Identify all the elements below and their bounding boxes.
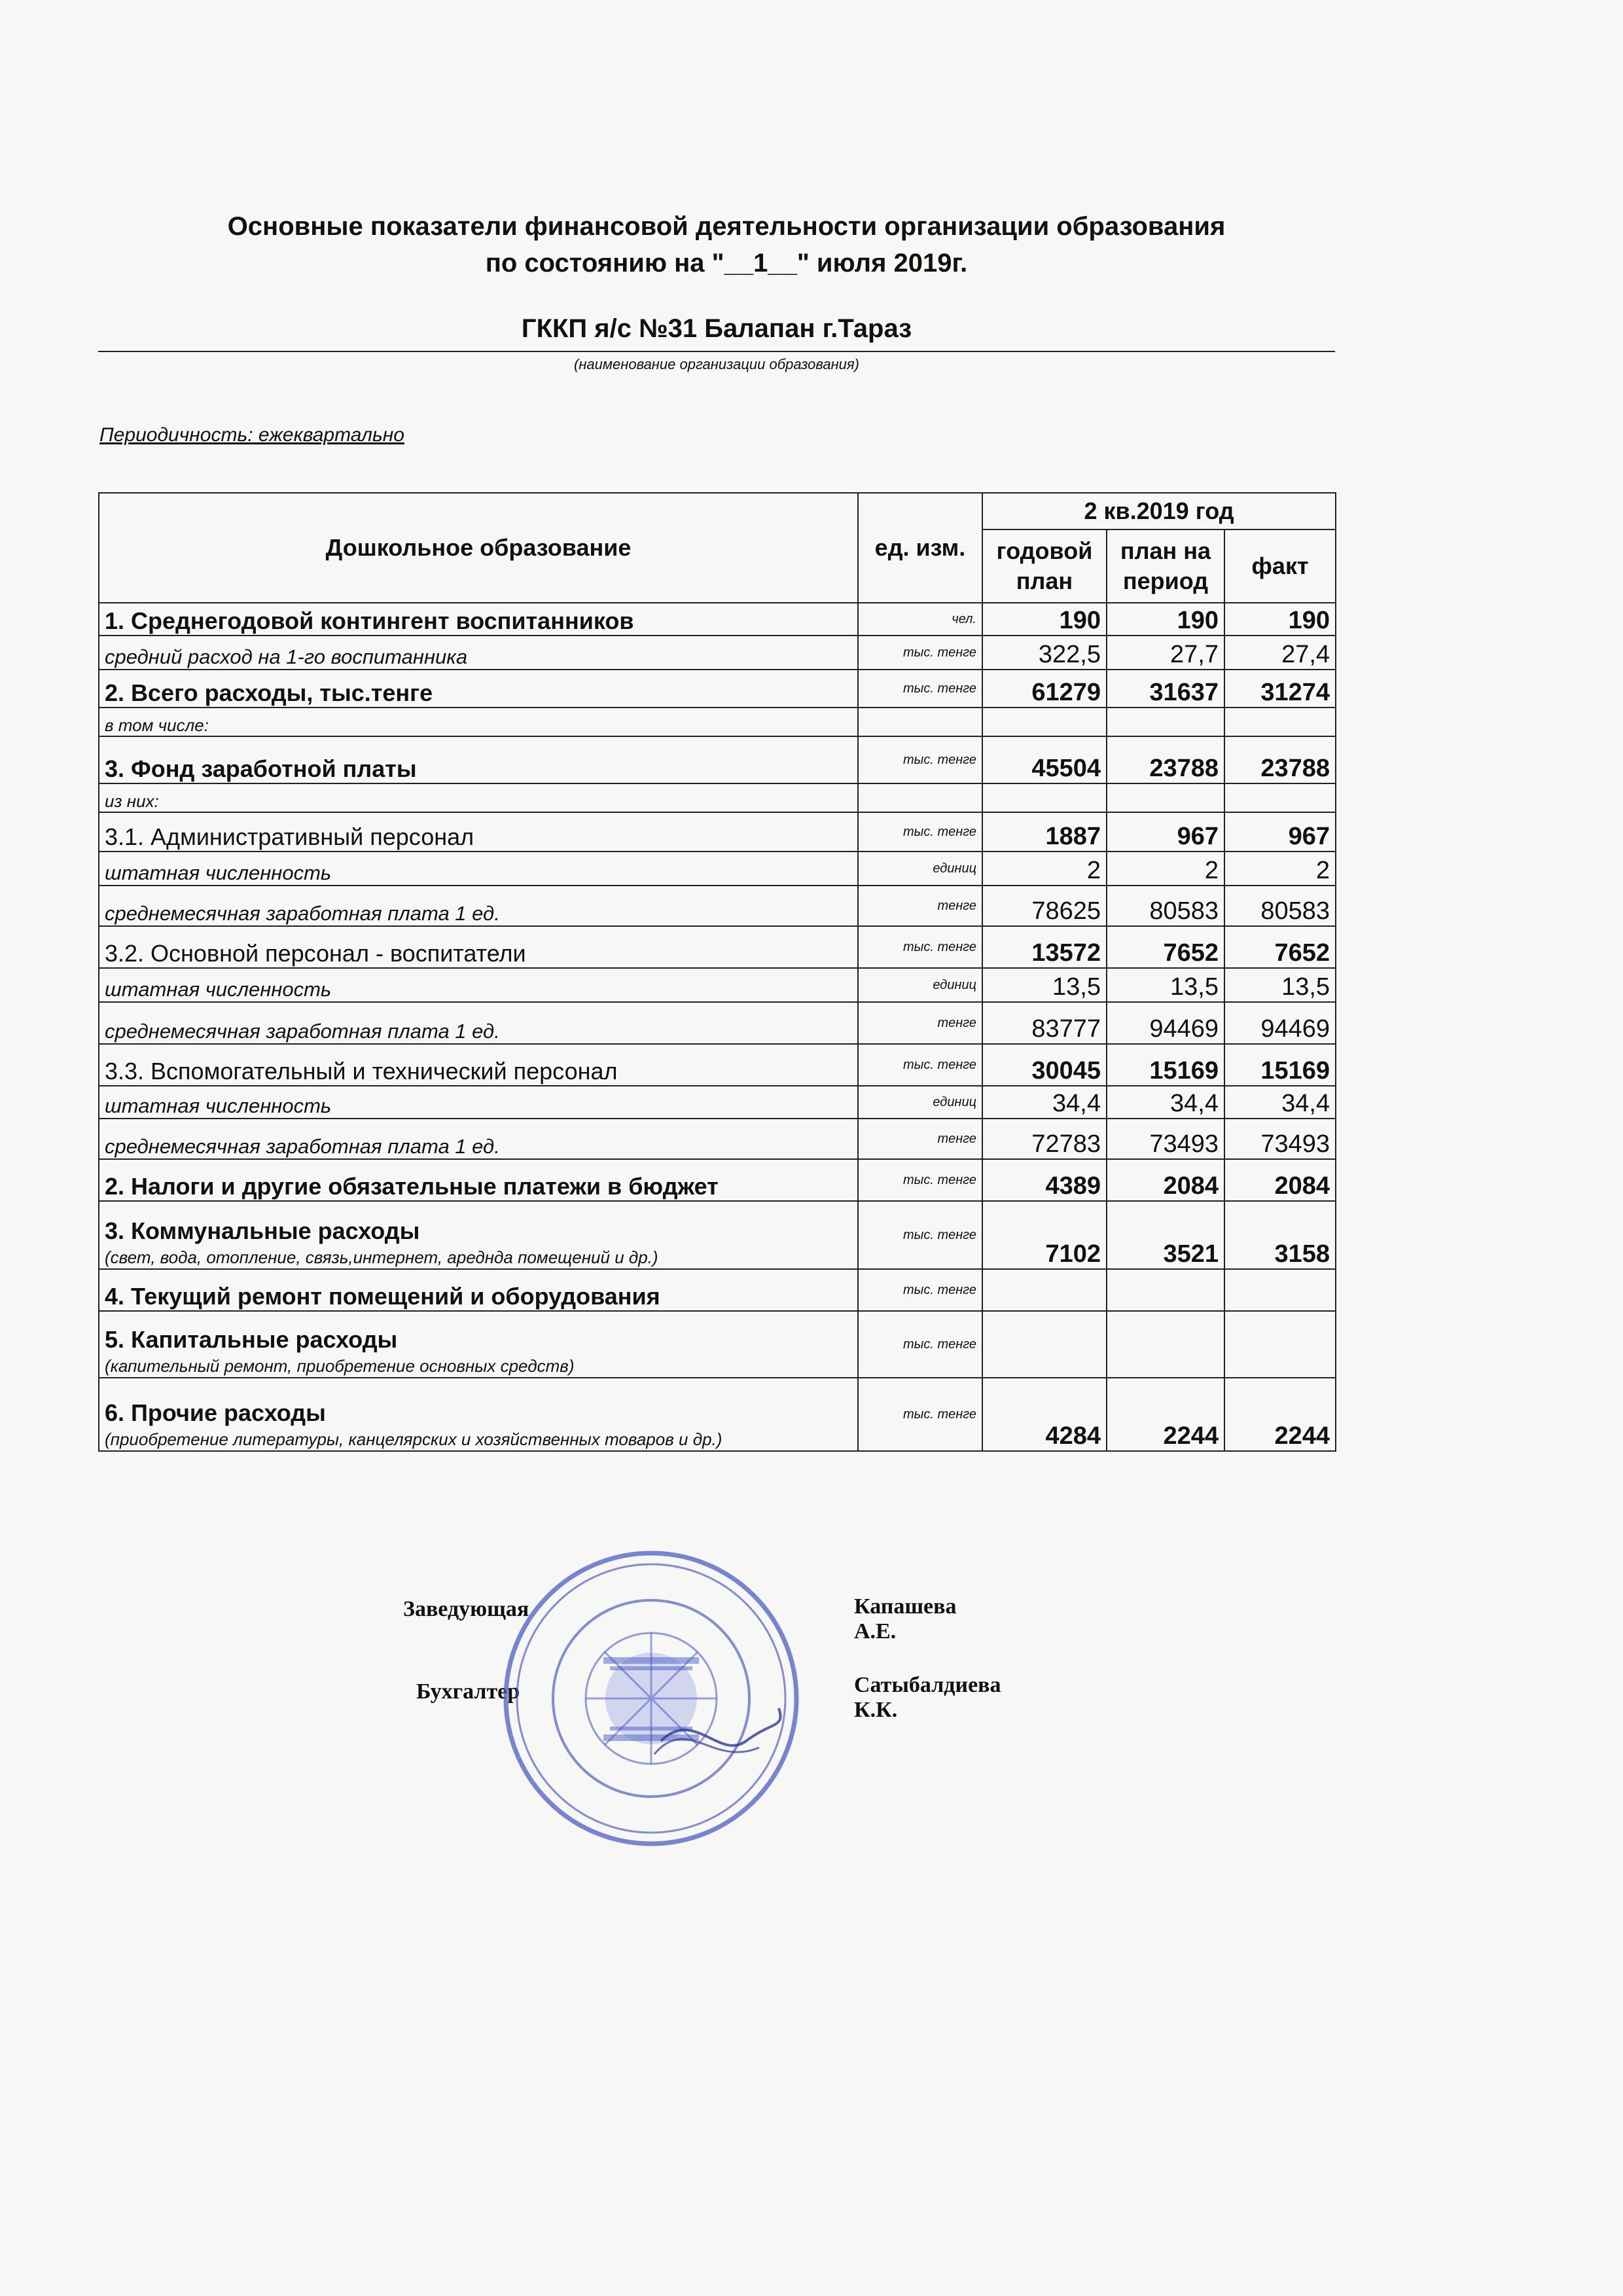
- table-row: [99, 812, 1336, 852]
- row-name: 3. Фонд заработной платы: [99, 736, 858, 783]
- organization-underline: [98, 351, 1335, 352]
- row-value-fact: [1224, 708, 1336, 736]
- row-name-note: (капительный ремонт, приобретение основных средств): [105, 1356, 575, 1376]
- row-value-fact: 73493: [1224, 1119, 1336, 1159]
- row-unit: тыс. тенге: [858, 736, 982, 783]
- financial-table: [98, 492, 1336, 1452]
- row-value-fact: 13,5: [1224, 968, 1336, 1002]
- table-row: [99, 708, 1336, 736]
- row-name: 3.2. Основной персонал - воспитатели: [99, 926, 858, 968]
- row-name: 1. Среднегодовой контингент воспитанников: [99, 603, 858, 636]
- row-unit: тыс. тенге: [858, 812, 982, 852]
- row-value-plan: [1107, 708, 1224, 736]
- row-value-annual: 78625: [982, 886, 1107, 926]
- row-value-annual: [982, 1311, 1107, 1378]
- row-value-plan: 94469: [1107, 1002, 1224, 1044]
- row-value-plan: [1107, 1311, 1224, 1378]
- table-row: [99, 1119, 1336, 1159]
- row-value-plan: 13,5: [1107, 968, 1224, 1002]
- row-unit: единиц: [858, 852, 982, 886]
- row-value-annual: 322,5: [982, 636, 1107, 670]
- row-name-main: 3. Коммунальные расходы: [105, 1217, 420, 1244]
- row-name: 3.3. Вспомогательный и технический персонал: [99, 1044, 858, 1086]
- row-unit: тыс. тенге: [858, 926, 982, 968]
- row-name: штатная численность: [99, 968, 858, 1002]
- row-unit: тыс. тенге: [858, 1311, 982, 1378]
- row-value-plan: 2084: [1107, 1159, 1224, 1201]
- row-unit: тыс. тенге: [858, 1269, 982, 1311]
- table-row: [99, 1201, 1336, 1269]
- table-row: [99, 1159, 1336, 1201]
- row-value-fact: 31274: [1224, 670, 1336, 708]
- row-value-annual: 190: [982, 603, 1107, 636]
- row-value-annual: [982, 1269, 1107, 1311]
- row-unit: единиц: [858, 1086, 982, 1119]
- row-value-fact: 7652: [1224, 926, 1336, 968]
- header-fact: факт: [1224, 529, 1336, 603]
- header-period: 2 кв.2019 год: [982, 493, 1336, 529]
- row-value-fact: 80583: [1224, 886, 1336, 926]
- row-value-plan: 2: [1107, 852, 1224, 886]
- row-value-fact: [1224, 783, 1336, 812]
- row-name: [99, 1201, 858, 1269]
- header-unit: ед. изм.: [858, 493, 982, 603]
- row-value-fact: 2084: [1224, 1159, 1336, 1201]
- row-unit: тыс. тенге: [858, 1044, 982, 1086]
- table-row: [99, 1002, 1336, 1044]
- row-value-plan: 80583: [1107, 886, 1224, 926]
- row-name: среднемесячная заработная плата 1 ед.: [99, 1119, 858, 1159]
- row-value-fact: 27,4: [1224, 636, 1336, 670]
- row-unit: чел.: [858, 603, 982, 636]
- row-value-plan: [1107, 1269, 1224, 1311]
- table-row: [99, 852, 1336, 886]
- table-row: [99, 1269, 1336, 1311]
- row-value-fact: [1224, 1311, 1336, 1378]
- row-unit: [858, 708, 982, 736]
- row-value-annual: 13572: [982, 926, 1107, 968]
- row-name-main: 6. Прочие расходы: [105, 1399, 326, 1426]
- accountant-label: Бухгалтер: [416, 1679, 520, 1704]
- row-value-fact: 3158: [1224, 1201, 1336, 1269]
- row-name: 2. Налоги и другие обязательные платежи в бюджет: [99, 1159, 858, 1201]
- row-value-fact: 15169: [1224, 1044, 1336, 1086]
- row-name: в том числе:: [99, 708, 858, 736]
- row-value-plan: 15169: [1107, 1044, 1224, 1086]
- row-unit: тыс. тенге: [858, 670, 982, 708]
- row-unit: тыс. тенге: [858, 1201, 982, 1269]
- row-name: [99, 1311, 858, 1378]
- accountant-name: Сатыбалдиева К.К.: [854, 1673, 1001, 1722]
- row-value-plan: 31637: [1107, 670, 1224, 708]
- row-name: среднемесячная заработная плата 1 ед.: [99, 1002, 858, 1044]
- table-body: [99, 603, 1336, 1451]
- row-value-annual: 2: [982, 852, 1107, 886]
- table-row: [99, 1044, 1336, 1086]
- row-value-plan: 34,4: [1107, 1086, 1224, 1119]
- official-stamp-seal: [497, 1545, 805, 1852]
- row-name: 2. Всего расходы, тыс.тенге: [99, 670, 858, 708]
- row-unit: [858, 783, 982, 812]
- row-value-fact: 23788: [1224, 736, 1336, 783]
- row-value-annual: 45504: [982, 736, 1107, 783]
- row-value-fact: 190: [1224, 603, 1336, 636]
- row-value-annual: 1887: [982, 812, 1107, 852]
- row-value-annual: [982, 708, 1107, 736]
- table-row: [99, 1086, 1336, 1119]
- periodicity: Периодичность: ежеквартально: [99, 424, 404, 446]
- row-unit: тыс. тенге: [858, 1159, 982, 1201]
- row-name: из них:: [99, 783, 858, 812]
- row-name: штатная численность: [99, 852, 858, 886]
- row-value-annual: 83777: [982, 1002, 1107, 1044]
- row-name-note: (приобретение литературы, канцелярских и хозяйственных товаров и др.): [105, 1429, 722, 1449]
- row-unit: единиц: [858, 968, 982, 1002]
- table-row: [99, 783, 1336, 812]
- row-unit: тыс. тенге: [858, 1378, 982, 1451]
- table-row: [99, 886, 1336, 926]
- row-value-plan: 190: [1107, 603, 1224, 636]
- row-value-annual: 4389: [982, 1159, 1107, 1201]
- row-value-annual: 7102: [982, 1201, 1107, 1269]
- header-section: Дошкольное образование: [99, 493, 858, 603]
- row-value-plan: 73493: [1107, 1119, 1224, 1159]
- table-row: [99, 926, 1336, 968]
- row-unit: тенге: [858, 1002, 982, 1044]
- row-value-plan: 3521: [1107, 1201, 1224, 1269]
- row-name: 3.1. Административный персонал: [99, 812, 858, 852]
- row-value-plan: [1107, 783, 1224, 812]
- row-name: штатная численность: [99, 1086, 858, 1119]
- row-value-annual: 34,4: [982, 1086, 1107, 1119]
- row-name-note: (свет, вода, отопление, связь,интернет, ареднда помещений и др.): [105, 1247, 658, 1267]
- table-row: [99, 1311, 1336, 1378]
- organization-caption: (наименование организации образования): [574, 356, 859, 372]
- header-annual-plan: годовой план: [982, 529, 1107, 603]
- row-value-plan: 27,7: [1107, 636, 1224, 670]
- head-label: Заведующая: [403, 1597, 529, 1621]
- row-value-plan: 23788: [1107, 736, 1224, 783]
- title-line-2: по состоянию на "__1__" июля 2019г.: [485, 249, 968, 278]
- organization-name: ГККП я/с №31 Балапан г.Тараз: [521, 314, 912, 343]
- table-row: [99, 636, 1336, 670]
- row-value-plan: 7652: [1107, 926, 1224, 968]
- row-value-fact: 34,4: [1224, 1086, 1336, 1119]
- table-row: [99, 968, 1336, 1002]
- row-value-fact: 967: [1224, 812, 1336, 852]
- row-value-annual: [982, 783, 1107, 812]
- row-name: 4. Текущий ремонт помещений и оборудования: [99, 1269, 858, 1311]
- row-value-fact: 2244: [1224, 1378, 1336, 1451]
- row-value-annual: 72783: [982, 1119, 1107, 1159]
- table-row: [99, 603, 1336, 636]
- row-unit: тенге: [858, 1119, 982, 1159]
- row-value-fact: 2: [1224, 852, 1336, 886]
- row-value-annual: 13,5: [982, 968, 1107, 1002]
- row-value-plan: 2244: [1107, 1378, 1224, 1451]
- table-row: [99, 736, 1336, 783]
- row-value-plan: 967: [1107, 812, 1224, 852]
- row-unit: тенге: [858, 886, 982, 926]
- row-name-main: 5. Капитальные расходы: [105, 1326, 398, 1353]
- head-name: Капашева А.Е.: [854, 1594, 957, 1643]
- row-value-annual: 4284: [982, 1378, 1107, 1451]
- row-value-annual: 30045: [982, 1044, 1107, 1086]
- table-row: [99, 670, 1336, 708]
- document-title: [98, 208, 1355, 281]
- row-name: [99, 1378, 858, 1451]
- row-value-fact: [1224, 1269, 1336, 1311]
- table-row: [99, 1378, 1336, 1451]
- header-period-plan: план на период: [1107, 529, 1224, 603]
- row-value-annual: 61279: [982, 670, 1107, 708]
- row-name: средний расход на 1-го воспитанника: [99, 636, 858, 670]
- row-unit: тыс. тенге: [858, 636, 982, 670]
- row-value-fact: 94469: [1224, 1002, 1336, 1044]
- title-line-1: Основные показатели финансовой деятельности организации образования: [227, 212, 1226, 241]
- row-name: среднемесячная заработная плата 1 ед.: [99, 886, 858, 926]
